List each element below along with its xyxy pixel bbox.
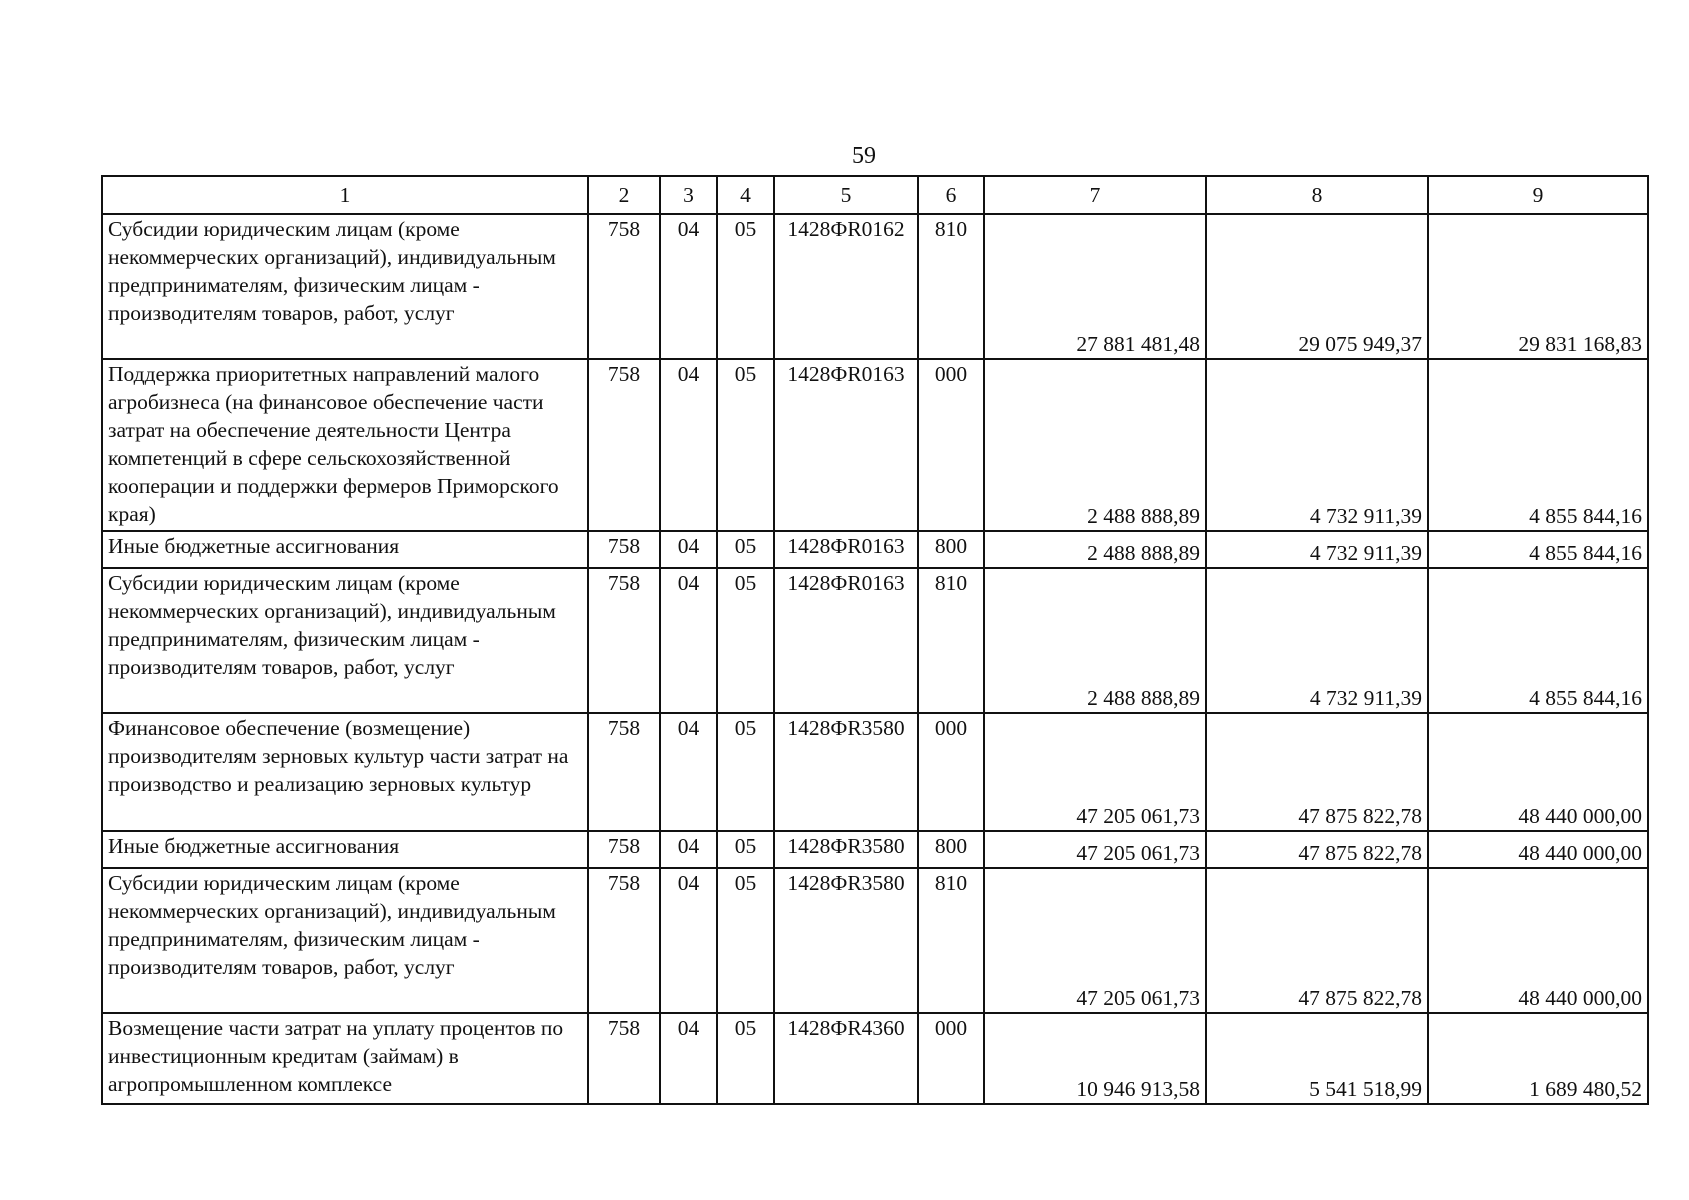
target-code: 1428ФR3580: [774, 713, 918, 831]
amount-col7: 27 881 481,48: [984, 214, 1206, 359]
amount-col9: 1 689 480,52: [1428, 1013, 1648, 1104]
target-code: 1428ФR3580: [774, 831, 918, 868]
expense-type-code: 000: [918, 713, 984, 831]
amount-col8: 4 732 911,39: [1206, 531, 1428, 568]
subsection-code: 05: [717, 868, 774, 1013]
amount-col9: 48 440 000,00: [1428, 713, 1648, 831]
expense-type-code: 800: [918, 831, 984, 868]
amount-col8: 4 732 911,39: [1206, 568, 1428, 713]
amount-col8: 29 075 949,37: [1206, 214, 1428, 359]
expense-type-code: 810: [918, 568, 984, 713]
amount-col8: 4 732 911,39: [1206, 359, 1428, 531]
amount-col9: 4 855 844,16: [1428, 359, 1648, 531]
amount-col8: 5 541 518,99: [1206, 1013, 1428, 1104]
amount-col7: 2 488 888,89: [984, 359, 1206, 531]
table-row: [102, 531, 1648, 568]
subsection-code: 05: [717, 831, 774, 868]
section-code: 04: [660, 868, 717, 1013]
amount-col9: 29 831 168,83: [1428, 214, 1648, 359]
expense-type-code: 000: [918, 1013, 984, 1104]
section-code: 04: [660, 831, 717, 868]
target-code: 1428ФR0162: [774, 214, 918, 359]
section-code: 04: [660, 359, 717, 531]
amount-col9: 48 440 000,00: [1428, 868, 1648, 1013]
header-cell: 9: [1428, 176, 1648, 214]
target-code: 1428ФR3580: [774, 868, 918, 1013]
admin-code: 758: [588, 214, 660, 359]
item-name: Субсидии юридическим лицам (кроме некоммерческих организаций), индивидуальным предпринимателям, физическим лицам - производителям товаров, работ, услуг: [102, 568, 588, 713]
table-row: [102, 868, 1648, 1013]
amount-col7: 2 488 888,89: [984, 568, 1206, 713]
subsection-code: 05: [717, 1013, 774, 1104]
table-row: [102, 359, 1648, 531]
section-code: 04: [660, 568, 717, 713]
admin-code: 758: [588, 1013, 660, 1104]
expense-type-code: 000: [918, 359, 984, 531]
expense-type-code: 810: [918, 868, 984, 1013]
admin-code: 758: [588, 831, 660, 868]
header-cell: 3: [660, 176, 717, 214]
table-row: [102, 214, 1648, 359]
section-code: 04: [660, 1013, 717, 1104]
amount-col7: 10 946 913,58: [984, 1013, 1206, 1104]
admin-code: 758: [588, 868, 660, 1013]
target-code: 1428ФR0163: [774, 359, 918, 531]
target-code: 1428ФR0163: [774, 568, 918, 713]
header-cell: 6: [918, 176, 984, 214]
amount-col8: 47 875 822,78: [1206, 868, 1428, 1013]
table-row: [102, 831, 1648, 868]
section-code: 04: [660, 531, 717, 568]
page-number: 59: [852, 143, 876, 169]
amount-col7: 47 205 061,73: [984, 868, 1206, 1013]
amount-col8: 47 875 822,78: [1206, 831, 1428, 868]
header-cell: 2: [588, 176, 660, 214]
subsection-code: 05: [717, 359, 774, 531]
item-name: Поддержка приоритетных направлений малого агробизнеса (на финансовое обеспечение части затрат на обеспечение деятельности Центра компетенций в сфере сельскохозяйственной кооперации и поддержки фермеров Приморского края): [102, 359, 588, 531]
amount-col9: 48 440 000,00: [1428, 831, 1648, 868]
amount-col7: 2 488 888,89: [984, 531, 1206, 568]
expense-type-code: 810: [918, 214, 984, 359]
admin-code: 758: [588, 713, 660, 831]
table-header-row: [102, 176, 1648, 214]
section-code: 04: [660, 713, 717, 831]
item-name: Возмещение части затрат на уплату процентов по инвестиционным кредитам (займам) в агропромышленном комплексе: [102, 1013, 588, 1104]
amount-col9: 4 855 844,16: [1428, 568, 1648, 713]
target-code: 1428ФR4360: [774, 1013, 918, 1104]
amount-col7: 47 205 061,73: [984, 831, 1206, 868]
header-cell: 5: [774, 176, 918, 214]
expense-type-code: 800: [918, 531, 984, 568]
subsection-code: 05: [717, 713, 774, 831]
header-cell: 4: [717, 176, 774, 214]
table-row: [102, 713, 1648, 831]
subsection-code: 05: [717, 214, 774, 359]
table-row: [102, 1013, 1648, 1104]
header-cell: 8: [1206, 176, 1428, 214]
item-name: Субсидии юридическим лицам (кроме некоммерческих организаций), индивидуальным предпринимателям, физическим лицам - производителям товаров, работ, услуг: [102, 868, 588, 1013]
admin-code: 758: [588, 359, 660, 531]
subsection-code: 05: [717, 531, 774, 568]
admin-code: 758: [588, 568, 660, 713]
header-cell: 7: [984, 176, 1206, 214]
item-name: Субсидии юридическим лицам (кроме некоммерческих организаций), индивидуальным предпринимателям, физическим лицам - производителям товаров, работ, услуг: [102, 214, 588, 359]
admin-code: 758: [588, 531, 660, 568]
target-code: 1428ФR0163: [774, 531, 918, 568]
header-cell: 1: [102, 176, 588, 214]
section-code: 04: [660, 214, 717, 359]
table-row: [102, 568, 1648, 713]
item-name: Иные бюджетные ассигнования: [102, 831, 588, 868]
subsection-code: 05: [717, 568, 774, 713]
amount-col7: 47 205 061,73: [984, 713, 1206, 831]
amount-col8: 47 875 822,78: [1206, 713, 1428, 831]
budget-table: [101, 175, 1649, 1105]
item-name: Иные бюджетные ассигнования: [102, 531, 588, 568]
item-name: Финансовое обеспечение (возмещение) производителям зерновых культур части затрат на производство и реализацию зерновых культур: [102, 713, 588, 831]
amount-col9: 4 855 844,16: [1428, 531, 1648, 568]
